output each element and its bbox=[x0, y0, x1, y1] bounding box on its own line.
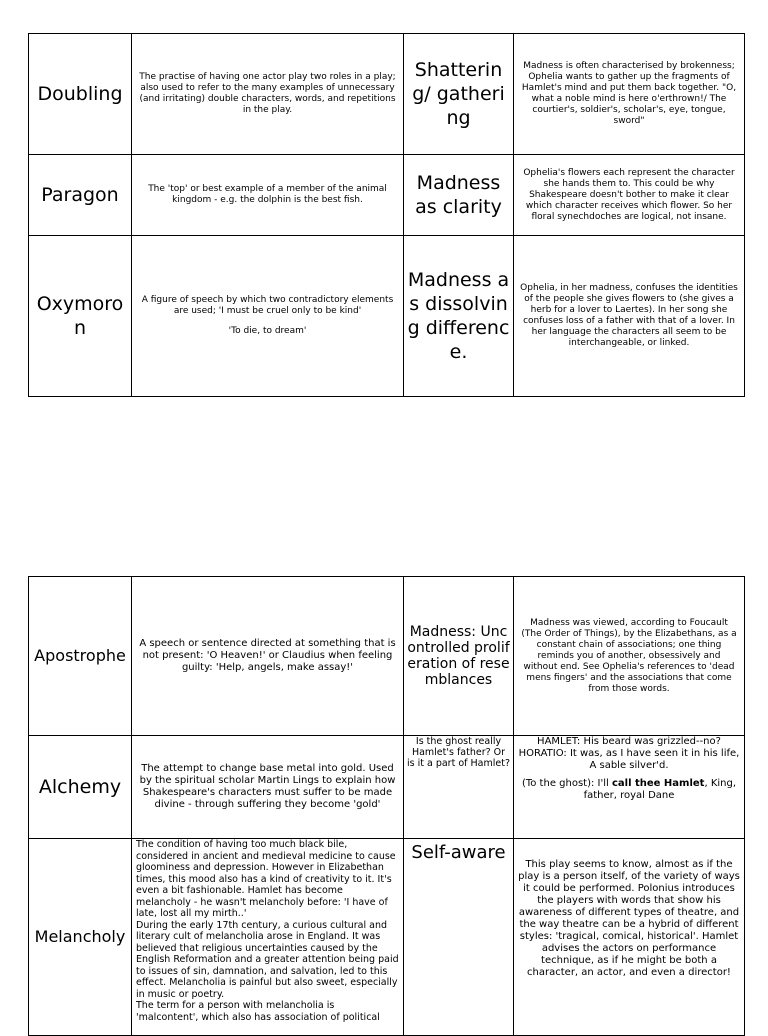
definition-apostrophe: A speech or sentence directed at something that is not present: 'O Heaven!' or Claudius when feeling guilty: 'Help, angels, make assay!' bbox=[132, 577, 404, 736]
melancholy-para-2: During the early 17th century, a curious cultural and literary cult of melancholia arose in England. It was believed that religious uncertainties caused by the English Reformation and a greater attention being paid to issues of sin, damnation, and salvation, led to this effect. Melancholia is painful but also sweet, especially in music or poetry. bbox=[136, 919, 399, 1000]
question-ghost: Is the ghost really Hamlet's father? Or is it a part of Hamlet? bbox=[404, 736, 514, 839]
term-melancholy: Melancholy bbox=[29, 839, 132, 1035]
term-paragon: Paragon bbox=[29, 155, 132, 236]
definition-oxymoron bbox=[132, 236, 404, 396]
definition-oxymoron-example: 'To die, to dream' bbox=[228, 326, 307, 336]
definition-madness-as-clarity: Ophelia's flowers each represent the character she hands them to. This could be why Shakespeare doesn't bother to make it clear which character receives which flower. So her floral synechdoches are logical, not insane. bbox=[514, 155, 744, 236]
definition-madness-as-dissolving-difference: Ophelia, in her madness, confuses the identities of the people she gives flowers to (she gives a herb for a lover to Laertes). In her song she confuses loss of a father with that of a lover. In her language the characters all seem to be interchangeable, or linked. bbox=[520, 283, 738, 348]
definition-shattering-gathering: Madness is often characterised by brokenness; Ophelia wants to gather up the fragments of Hamlet's mind and put them back together. "O, what a noble mind is here o'erthrown!/ The courtier's, soldier's, scholar's, eye, tongue, sword" bbox=[514, 34, 744, 155]
term-madness-as-clarity: Madness as clarity bbox=[404, 155, 514, 236]
term-madness-uncontrolled-proliferation: Madness: Uncontrolled proliferation of resemblances bbox=[404, 577, 514, 736]
quotation-ghost bbox=[514, 736, 744, 839]
definition-paragon: The 'top' or best example of a member of the animal kingdom - e.g. the dolphin is the best fish. bbox=[132, 155, 404, 236]
glossary-table-2 bbox=[28, 576, 745, 1036]
term-oxymoron: Oxymoron bbox=[29, 236, 132, 396]
definition-melancholy bbox=[132, 839, 404, 1035]
term-madness-as-dissolving-difference: Madness as dissolving difference. bbox=[404, 236, 514, 396]
definition-self-aware: This play seems to know, almost as if the play is a person itself, of the variety of ways it could be performed. Polonius introduces the players with words that show his awareness of different types of theatre, and the way theatre can be a hybrid of different styles: 'tragical, comical, historical'. Hamlet advises the actors on performance technique, as if he might be both a character, an actor, and even a director! bbox=[518, 859, 740, 978]
term-doubling: Doubling bbox=[29, 34, 132, 155]
melancholy-para-1: The condition of having too much black bile, considered in ancient and medieval medicine to cause gloominess and depression. However in Elizabethan times, this mood also has a kind of creativity to it. It's even a bit fashionable. Hamlet has become melancholy - he wasn't melancholy before: 'I have of late, lost all my mirth..' bbox=[136, 839, 396, 919]
definition-alchemy: The attempt to change base metal into gold. Used by the spiritual scholar Martin Lings to explain how Shakespeare's characters must suffer to be made divine - through suffering they become 'gold' bbox=[132, 736, 404, 839]
quote-hamlet-line: HAMLET: His beard was grizzled--no? bbox=[537, 736, 721, 747]
definition-doubling: The practise of having one actor play two roles in a play; also used to refer to the many examples of unnecessary (and irritating) double characters, words, and repetitions in the play. bbox=[132, 34, 404, 155]
melancholy-para-3: The term for a person with melancholia is 'malcontent', which also has association of political bbox=[136, 1000, 380, 1023]
definition-madness-uncontrolled-proliferation: Madness was viewed, according to Foucault (The Order of Things), by the Elizabethans, as a constant chain of associations; one thing reminds you of another, obsessively and without end. See Ophelia's references to 'dead mens fingers' and the associations that come from those words. bbox=[514, 577, 744, 736]
definition-oxymoron-text: A figure of speech by which two contradictory elements are used; 'I must be cruel only to be kind' bbox=[141, 295, 394, 316]
term-alchemy: Alchemy bbox=[29, 736, 132, 839]
quote-emphasis: call thee Hamlet bbox=[611, 778, 705, 789]
term-shattering-gathering: Shattering/ gathering bbox=[404, 34, 514, 155]
quote-to-ghost: (To the ghost): I'll call thee Hamlet, King, father, royal Dane bbox=[521, 778, 737, 801]
quote-horatio-line: HORATIO: It was, as I have seen it in his life, A sable silver'd. bbox=[518, 748, 740, 771]
glossary-table-1 bbox=[28, 33, 745, 397]
term-self-aware: Self-aware bbox=[404, 839, 514, 1035]
term-apostrophe: Apostrophe bbox=[29, 577, 132, 736]
